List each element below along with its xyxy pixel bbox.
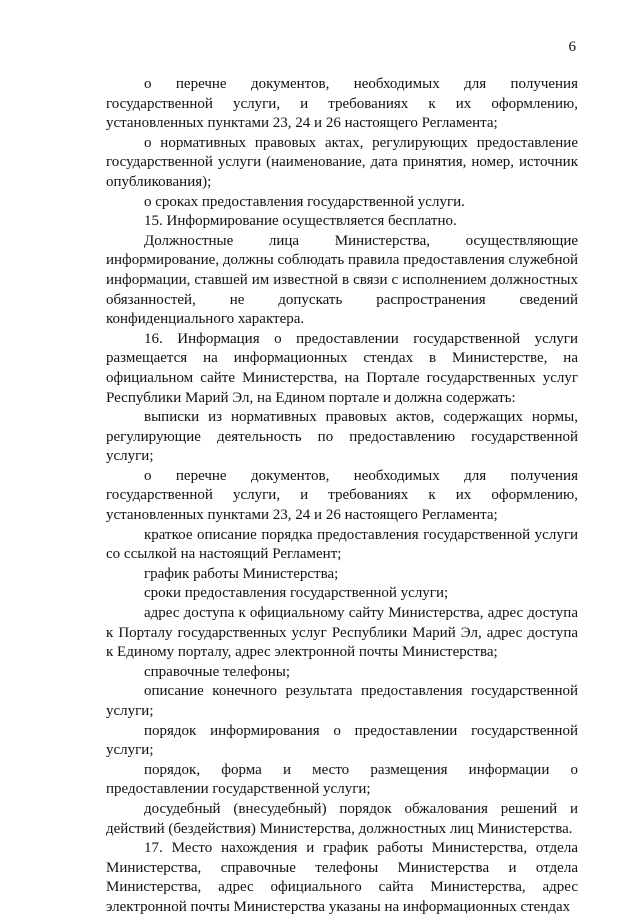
paragraph: 16. Информация о предоставлении государственной услуги размещается на информационных стендах в Министерстве, на официальном сайте Министерства, на Портале государственных услуг Республики Марий Эл, на Едином портале и должна содержать: (106, 330, 578, 406)
paragraph: краткое описание порядка предоставления государственной услуги со ссылкой на настоящий Регламент; (106, 526, 578, 563)
paragraph: описание конечного результата предоставления государственной услуги; (106, 683, 578, 719)
paragraph: о сроках предоставления государственной услуги. (144, 193, 465, 210)
paragraph: 15. Информирование осуществляется бесплатно. (144, 213, 457, 230)
paragraph: досудебный (внесудебный) порядок обжалования решений и действий (бездействия) Министерства, должностных лиц Министерства. (106, 800, 578, 837)
paragraph: график работы Министерства; (144, 565, 339, 582)
paragraph: о перечне документов, необходимых для получения государственной услуги, и требованиях к их оформлению, установленных пунктами 23, 24 и 26 настоящего Регламента; (106, 467, 578, 524)
paragraph: Должностные лица Министерства, осуществляющие информирование, должны соблюдать правила предоставления служебной информации, ставшей им известной в связи с исполнением должностных обязанностей, не допускать распространения сведений конфиденциального характера. (106, 232, 578, 328)
paragraph: порядок информирования о предоставлении государственной услуги; (106, 722, 578, 759)
paragraph: 17. Место нахождения и график работы Министерства, отдела Министерства, справочные телефоны Министерства и отдела Министерства, адрес официального сайта Министерства, адрес электронной почты Министерства указаны на информационных стендах (106, 840, 578, 915)
paragraph: адрес доступа к официальному сайту Министерства, адрес доступа к Порталу государственных услуг Республики Марий Эл, адрес доступа к Единому порталу, адрес электронной почты Министерства; (106, 605, 578, 661)
paragraph: справочные телефоны; (144, 663, 291, 680)
paragraph: выписки из нормативных правовых актов, содержащих нормы, регулирующие деятельность по предоставлению государственной услуги; (106, 409, 578, 465)
document-body (106, 75, 578, 918)
paragraph: порядок, форма и место размещения информации о предоставлении государственной услуги; (106, 761, 578, 798)
page-number: 6 (568, 39, 576, 55)
paragraph: о перечне документов, необходимых для получения государственной услуги, и требованиях к их оформлению, установленных пунктами 23, 24 и 26 настоящего Регламента; (106, 76, 578, 132)
paragraph: сроки предоставления государственной услуги; (144, 585, 449, 602)
paragraph: о нормативных правовых актах, регулирующих предоставление государственной услуги (наименование, дата принятия, номер, источник опубликования); (106, 134, 578, 190)
